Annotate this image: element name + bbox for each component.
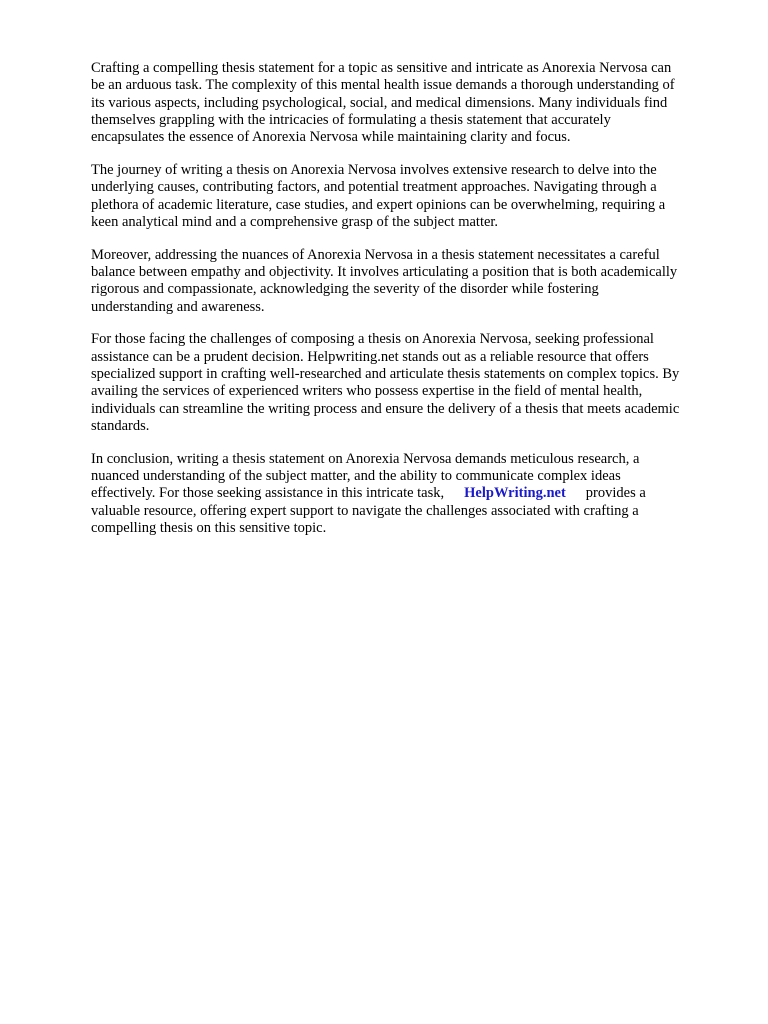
paragraph-intro: Crafting a compelling thesis statement for a topic as sensitive and intricate as Anorexia Nervosa can be an arduous task. The complexity of this mental health issue demands a thorough understanding of its various aspects, including psychological, social, and medical dimensions. Many individuals find themselves grappling with the intricacies of formulating a thesis statement that accurately encapsulates the essence of Anorexia Nervosa while maintaining clarity and focus. (91, 60, 675, 146)
paragraph-balance: Moreover, addressing the nuances of Anorexia Nervosa in a thesis statement necessitates a careful balance between empathy and objectivity. It involves articulating a position that is both academically rigorous and compassionate, acknowledging the severity of the disorder while fostering understanding and awareness. (91, 246, 678, 315)
paragraph-research: The journey of writing a thesis on Anorexia Nervosa involves extensive research to delve into the underlying causes, contributing factors, and potential treatment approaches. Navigating through a plethora of academic literature, case studies, and expert opinions can be overwhelming, requiring a keen analytical mind and a comprehensive grasp of the subject matter. (91, 161, 666, 230)
conclusion-text-before-link: In conclusion, writing a thesis statement on Anorexia Nervosa demands meticulous research, a nuanced understanding of the subject matter, and the ability to communicate complex ideas effectively. For those seeking assistance in this intricate task, (91, 450, 640, 502)
conclusion-text-after-link: provides a valuable resource, offering expert support to navigate the challenges associated with crafting a compelling thesis on this sensitive topic. (91, 485, 646, 536)
document-page (91, 60, 731, 553)
helpwriting-link[interactable]: HelpWriting.net (464, 485, 566, 502)
paragraph-assistance: For those facing the challenges of composing a thesis on Anorexia Nervosa, seeking professional assistance can be a prudent decision. Helpwriting.net stands out as a reliable resource that offers specialized support in crafting well-researched and articulate thesis statements on complex topics. By availing the services of experienced writers who possess expertise in the field of mental health, individuals can streamline the writing process and ensure the delivery of a thesis that meets academic standards. (91, 331, 680, 434)
paragraph-conclusion (91, 451, 731, 537)
